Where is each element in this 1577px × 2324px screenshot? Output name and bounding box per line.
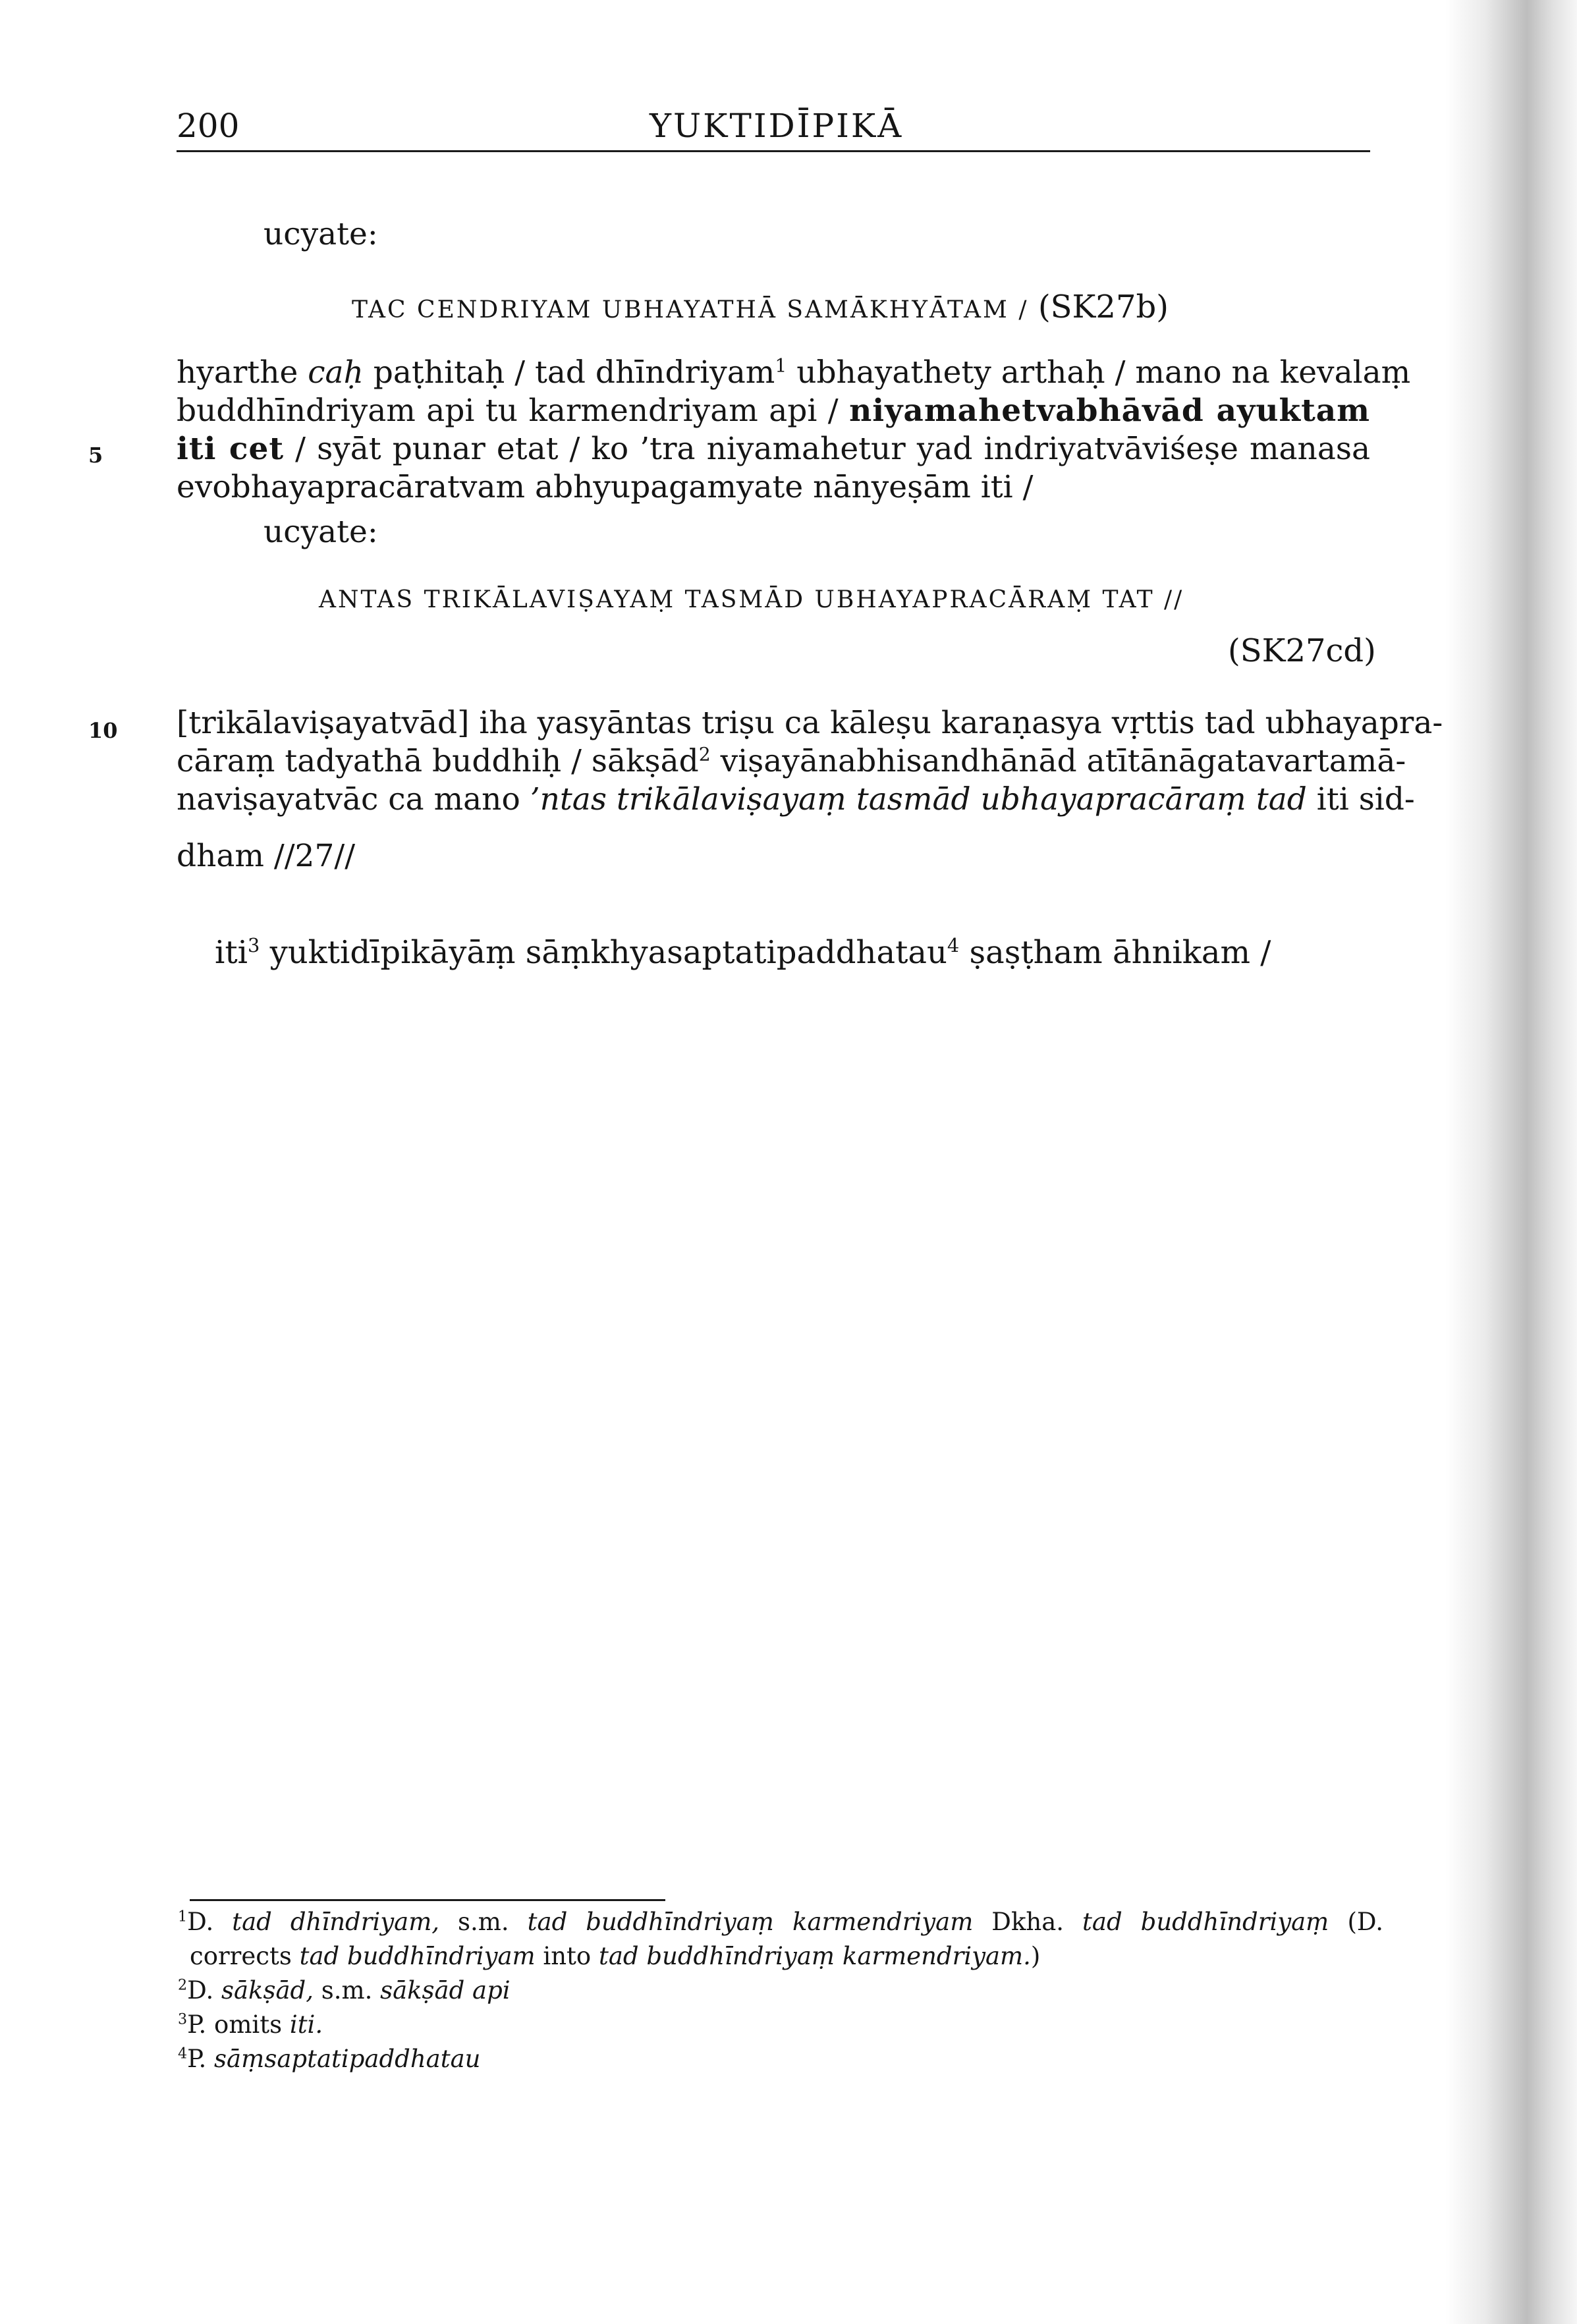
ucyate-line-2: ucyate: xyxy=(263,514,378,550)
footnote-ref-4: 4 xyxy=(947,934,960,956)
footnote-1-continued: corrects tad buddhīndriyam into tad buddhīndriyaṃ karmendriyam.) xyxy=(190,1942,1041,1970)
text-line-3: iti cet / syāt punar etat / ko ’tra niyamahetur yad indriyatvāviśeṣe manasa xyxy=(177,431,1370,467)
footnote-ref-3: 3 xyxy=(248,934,260,956)
verse-reference-sk27cd: (SK27cd) xyxy=(1228,632,1376,669)
page-edge-shadow xyxy=(1445,0,1577,2324)
footnote-ref-2: 2 xyxy=(698,743,711,765)
running-title: YUKTIDĪPIKĀ xyxy=(650,107,904,145)
footnote-2: $^2$D. sākṣād, s.m. sākṣād api xyxy=(178,1976,511,2005)
footnote-4: $^4$P. sāṃsaptatipaddhatau xyxy=(178,2045,481,2073)
text-line-1: hyarthe caḥ paṭhitaḥ / tad dhīndriyam$^1$ ubhayathety arthaḥ / mano na kevalaṃ xyxy=(177,354,1411,391)
ucyate-line-1: ucyate: xyxy=(263,216,378,252)
colophon: iti$^3$ yuktidīpikāyāṃ sāṃkhyasaptatipaddhatau$^4$ ṣaṣṭham āhnikam / xyxy=(215,934,1271,971)
text-line-4: evobhayapracāratvam abhyupagamyate nānyeṣām iti / xyxy=(177,469,1034,505)
line-number-10: 10 xyxy=(88,718,118,743)
text-line-5: [trikālaviṣayatvād] iha yasyāntas triṣu ca kāleṣu karaṇasya vṛttis tad ubhayapra- xyxy=(177,705,1443,741)
page-number: 200 xyxy=(177,107,240,145)
verse-reference: (SK27b) xyxy=(1038,289,1169,325)
text-line-7: naviṣayatvāc ca mano ’ntas trikālaviṣayaṃ tasmād ubhayapracāraṃ tad iti sid- xyxy=(177,781,1415,817)
verse-text: TAC CENDRIYAM UBHAYATHĀ SAMĀKHYĀTAM / xyxy=(352,296,1029,323)
footnote-ref-1: 1 xyxy=(775,354,787,377)
verse-sk27cd: ANTAS TRIKĀLAVIṢAYAṂ TASMĀD UBHAYAPRACĀRAṂ TAT // xyxy=(319,586,1184,613)
verse-sk27b xyxy=(352,289,1169,325)
footnote-rule xyxy=(190,1899,665,1901)
line-number-5: 5 xyxy=(88,443,103,468)
text-line-8: dham //27// xyxy=(177,838,356,874)
text-line-2: buddhīndriyam api tu karmendriyam api / niyamahetvabhāvād ayuktam xyxy=(177,393,1370,429)
header-rule xyxy=(177,150,1370,152)
footnote-3: $^3$P. omits iti. xyxy=(178,2010,323,2039)
footnote-1: $^1$D. tad dhīndriyam, s.m. tad buddhīndriyaṃ karmendriyam Dkha. tad buddhīndriyaṃ (D. xyxy=(178,1908,1383,1936)
text-line-6: cāraṃ tadyathā buddhiḥ / sākṣād$^2$ viṣayānabhisandhānād atītānāgatavartamā- xyxy=(177,743,1406,779)
